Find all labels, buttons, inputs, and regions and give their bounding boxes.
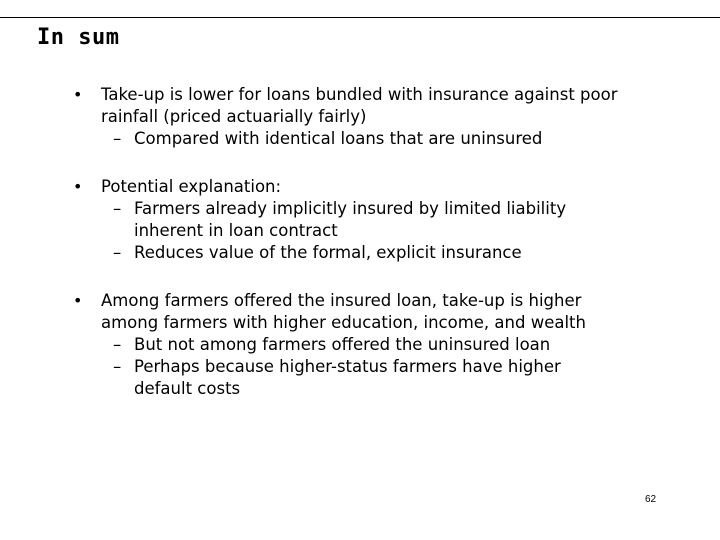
dash-icon: – [113,357,122,376]
dash-icon: – [113,199,122,218]
bullet-text: Among farmers offered the insured loan, take-up is higher among farmers with higher education, income, and wealth [101,291,586,332]
bullet-text: Take-up is lower for loans bundled with insurance against poor rainfall (priced actuarially fairly) [101,85,618,126]
bullet-list [0,84,720,400]
sub-bullet-text: Farmers already implicitly insured by limited liability inherent in loan contract [134,199,567,240]
dash-icon: – [113,129,122,148]
bullet-item [0,84,641,150]
sub-bullet-item [101,198,614,242]
sub-bullet-text: Reduces value of the formal, explicit insurance [134,243,522,262]
sub-bullet-item [101,128,614,150]
bullet-item [0,290,641,400]
slide-title: In sum [37,25,120,50]
sub-bullet-item [101,242,614,264]
dash-icon: – [113,335,122,354]
bullet-icon: • [73,291,83,310]
sub-bullet-text: Compared with identical loans that are uninsured [134,129,543,148]
sub-bullet-item [101,334,614,356]
sub-bullet-text: Perhaps because higher-status farmers have higher default costs [134,357,561,398]
bullet-text: Potential explanation: [101,177,282,196]
sub-bullet-text: But not among farmers offered the uninsured loan [134,335,551,354]
bullet-icon: • [73,177,83,196]
dash-icon: – [113,243,122,262]
sub-bullet-item [101,356,614,400]
top-divider [0,17,720,18]
bullet-item [0,176,641,264]
bullet-icon: • [73,85,83,104]
page-number: 62 [645,494,657,505]
